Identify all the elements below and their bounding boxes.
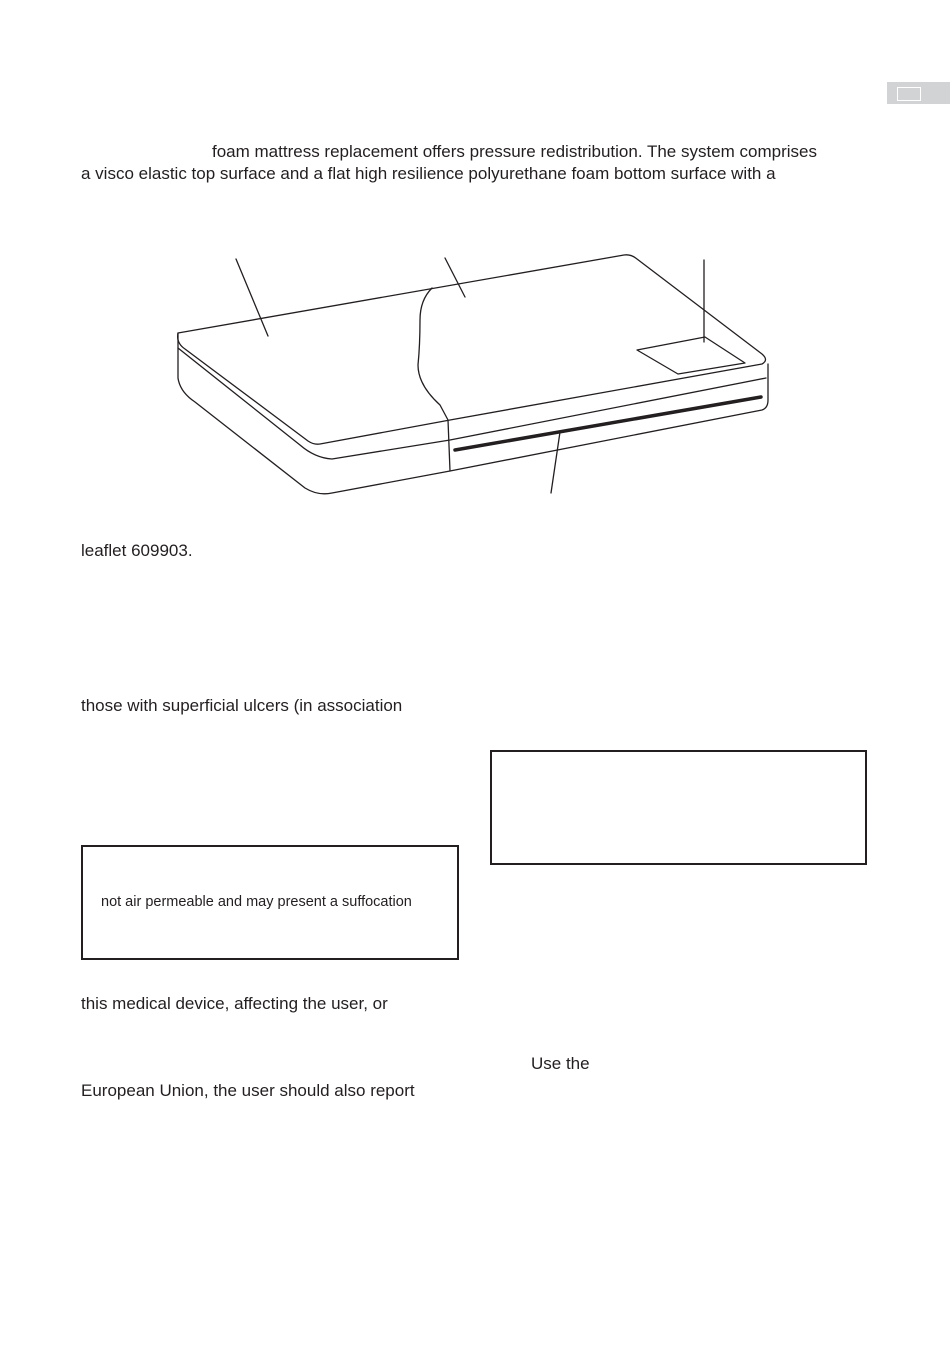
mattress-label-patch (637, 337, 745, 374)
mattress-body-outline (178, 333, 768, 494)
incident-text: this medical device, affecting the user, or (81, 994, 388, 1013)
warning-box (81, 845, 459, 960)
leader-line-top-middle (445, 258, 465, 297)
eu-report-text: European Union, the user should also report (81, 1081, 415, 1100)
mattress-illustration (0, 0, 950, 560)
ulcers-text: those with superficial ulcers (in association (81, 696, 403, 715)
leader-line-top-left (236, 259, 268, 336)
leader-line-zip (551, 432, 560, 493)
leaflet-reference: leaflet 609903. (81, 541, 193, 560)
intro-line-2: a visco elastic top surface and a flat high resilience polyurethane foam bottom surface with a (81, 164, 776, 183)
mattress-top-surface (178, 255, 766, 444)
info-box-right (490, 750, 867, 865)
mattress-zip-line (455, 397, 761, 450)
use-the-text: Use the (531, 1054, 590, 1073)
warning-box-text: not air permeable and may present a suffocation (101, 894, 412, 910)
cover-split-curve (418, 288, 450, 471)
mattress-seam-line (178, 348, 766, 459)
intro-line-1: foam mattress replacement offers pressure redistribution. The system comprises (212, 142, 817, 161)
